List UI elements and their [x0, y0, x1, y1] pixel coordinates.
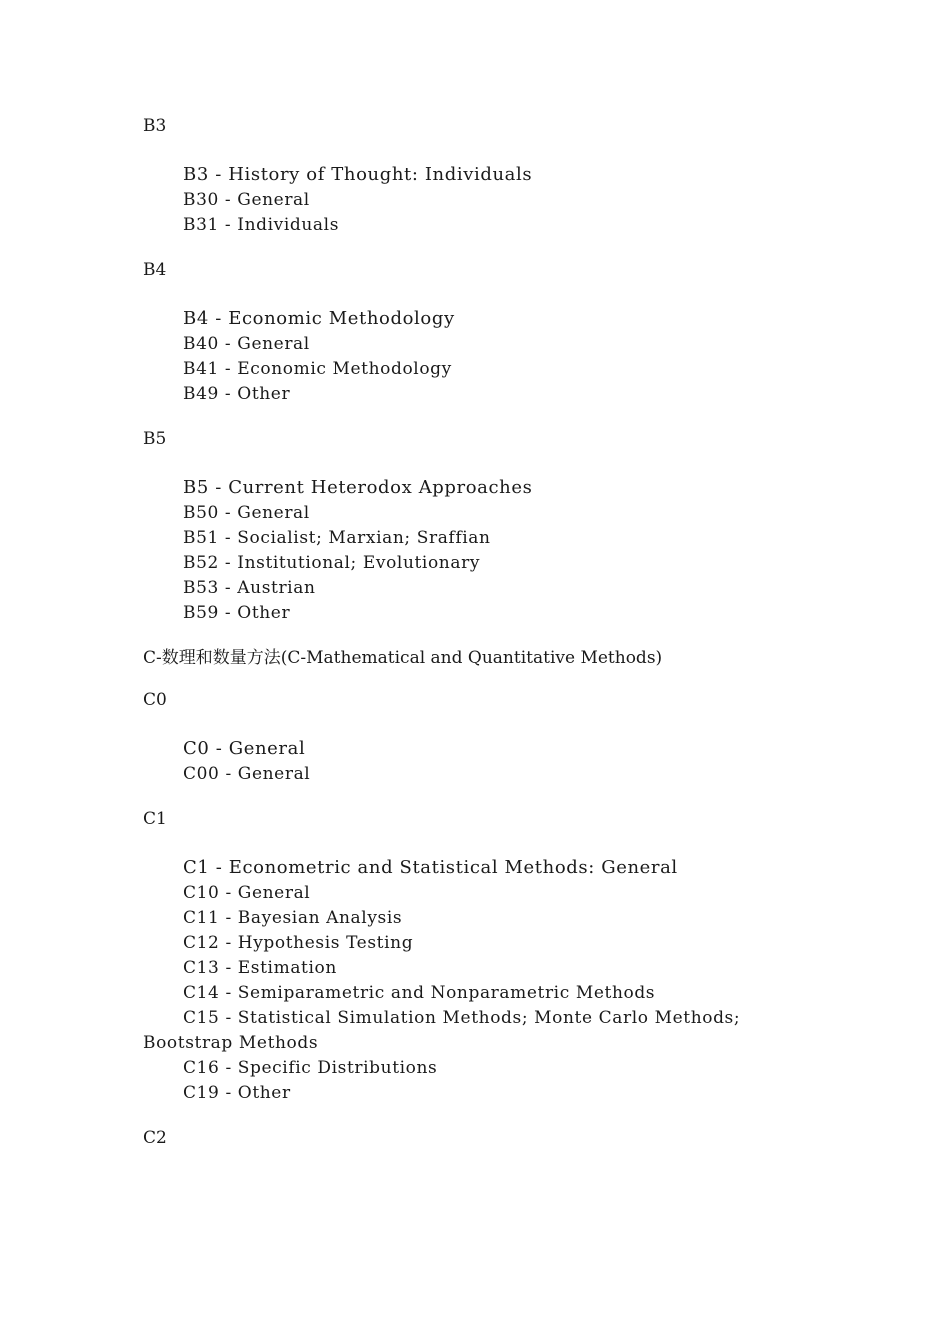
list-item: C0 - General — [183, 738, 306, 759]
entry-list-c0 — [143, 736, 923, 787]
entry-list-b5 — [143, 475, 923, 626]
list-item: C00 - General — [183, 764, 311, 784]
list-item: B31 - Individuals — [183, 215, 340, 235]
category-heading-c: C-数理和数量方法(C-Mathematical and Quantitative Methods) — [143, 648, 663, 668]
list-item: C13 - Estimation — [183, 958, 337, 978]
list-item: B53 - Austrian — [183, 578, 316, 598]
list-item: B30 - General — [183, 190, 310, 210]
list-item: C11 - Bayesian Analysis — [183, 908, 403, 928]
list-item: C14 - Semiparametric and Nonparametric Methods — [183, 983, 656, 1003]
list-item: B59 - Other — [183, 603, 291, 623]
document-body — [143, 116, 923, 1148]
entry-list-b4 — [143, 306, 923, 407]
section-heading-c0: C0 — [143, 690, 167, 710]
list-item: B49 - Other — [183, 384, 291, 404]
section-heading-b3: B3 — [143, 116, 167, 136]
list-item: C19 - Other — [183, 1083, 291, 1103]
list-item: B4 - Economic Methodology — [183, 308, 455, 329]
section-heading-c1: C1 — [143, 809, 167, 829]
section-heading-b5: B5 — [143, 429, 167, 449]
list-item: C10 - General — [183, 883, 311, 903]
list-item: B50 - General — [183, 503, 310, 523]
section-heading-b4: B4 — [143, 260, 167, 280]
list-item: B5 - Current Heterodox Approaches — [183, 477, 533, 498]
entry-list-b3 — [143, 162, 923, 238]
list-item: B52 - Institutional; Evolutionary — [183, 553, 481, 573]
entry-list-c1 — [143, 855, 923, 1106]
list-item: C1 - Econometric and Statistical Methods: General — [183, 857, 678, 878]
list-item: C15 - Statistical Simulation Methods; Monte Carlo Methods; Bootstrap Methods — [143, 1008, 741, 1053]
list-item: C16 - Specific Distributions — [183, 1058, 438, 1078]
list-item: B3 - History of Thought: Individuals — [183, 164, 533, 185]
list-item: B40 - General — [183, 334, 310, 354]
list-item: B51 - Socialist; Marxian; Sraffian — [183, 528, 491, 548]
list-item: C12 - Hypothesis Testing — [183, 933, 414, 953]
section-heading-c2: C2 — [143, 1128, 167, 1148]
list-item: B41 - Economic Methodology — [183, 359, 452, 379]
